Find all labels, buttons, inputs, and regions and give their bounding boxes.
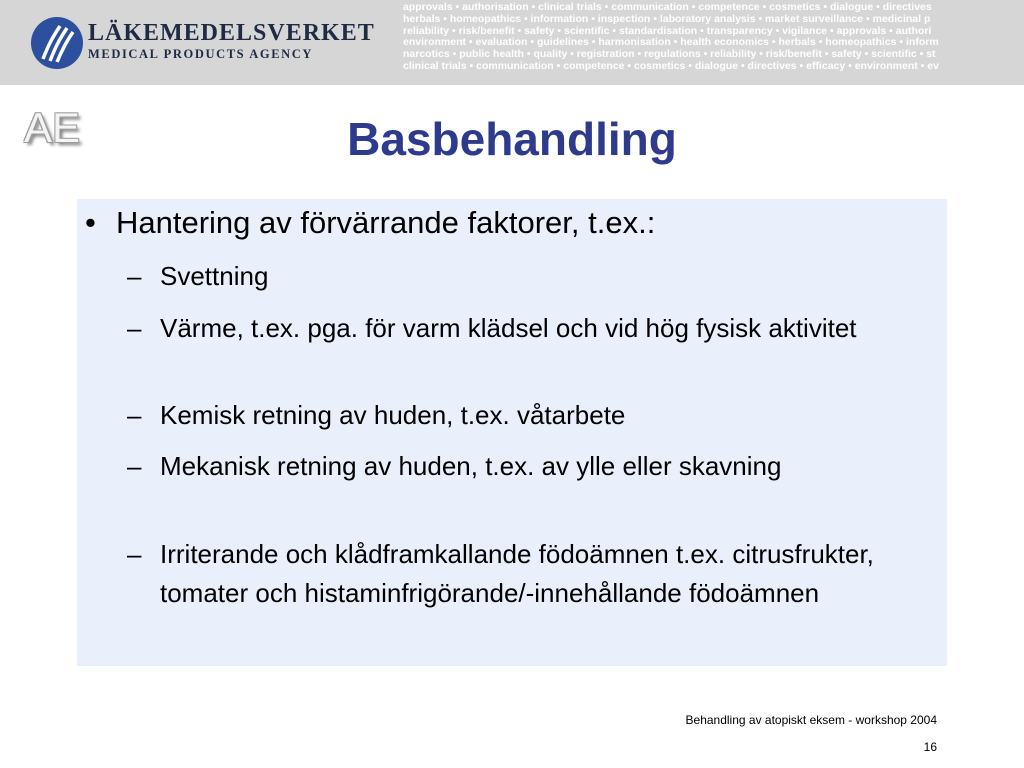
watermark-line: clinical trials • communication • competence • cosmetics • dialogue • directives • efficacy • environment • ev <box>403 59 939 72</box>
agency-name: LÄKEMEDELSVERKET <box>88 20 375 46</box>
watermark-line: reliability • risk/benefit • safety • scientific • standardisation • transparency • vigilance • approvals • authori <box>403 24 932 37</box>
footer-text: Behandling av atopiskt eksem - workshop 2004 <box>685 713 937 727</box>
page-number: 16 <box>923 740 937 754</box>
agency-header <box>0 0 1024 85</box>
sub-bullet-text: Mekanisk retning av huden, t.ex. av ylle eller skavning <box>160 451 782 481</box>
sub-bullet-text: Kemisk retning av huden, t.ex. våtarbete <box>160 400 626 430</box>
watermark-line: environment • evaluation • guidelines • harmonisation • health economics • herbals • homeopathics • inform <box>403 36 939 49</box>
watermark-line: herbals • homeopathics • information • inspection • laboratory analysis • market surveillance • medicinal p <box>403 12 931 25</box>
agency-logo-icon <box>30 16 84 70</box>
sub-bullet-text: Värme, t.ex. pga. för varm klädsel och vid hög fysisk aktivitet <box>160 313 857 343</box>
ae-badge: AE <box>24 104 81 151</box>
content-box <box>77 199 947 666</box>
bullet-dot: • <box>85 205 96 240</box>
keyword-watermark <box>403 2 1024 82</box>
sub-bullet-dash: – <box>127 400 142 430</box>
watermark-line: narcotics • public health • quality • registration • regulations • reliability • risk/benefit • safety • scientific • st <box>403 48 936 61</box>
agency-subtitle: MEDICAL PRODUCTS AGENCY <box>88 47 314 61</box>
slide-title: Basbehandling <box>347 113 677 165</box>
sub-bullet-dash: – <box>127 451 142 481</box>
sub-bullet-dash: – <box>127 539 142 569</box>
sub-bullet-dash: – <box>127 261 142 291</box>
watermark-line: approvals • authorisation • clinical trials • communication • competence • cosmetics • dialogue • directives <box>403 2 932 13</box>
main-bullet-text: Hantering av förvärrande faktorer, t.ex.: <box>116 205 656 240</box>
sub-bullet-text: Irriterande och klådframkallande födoämnen t.ex. citrusfrukter, tomater och histaminfrigörande/-innehållande födoämnen <box>160 539 874 608</box>
sub-bullet-dash: – <box>127 313 142 343</box>
sub-bullet-text: Svettning <box>160 261 269 291</box>
